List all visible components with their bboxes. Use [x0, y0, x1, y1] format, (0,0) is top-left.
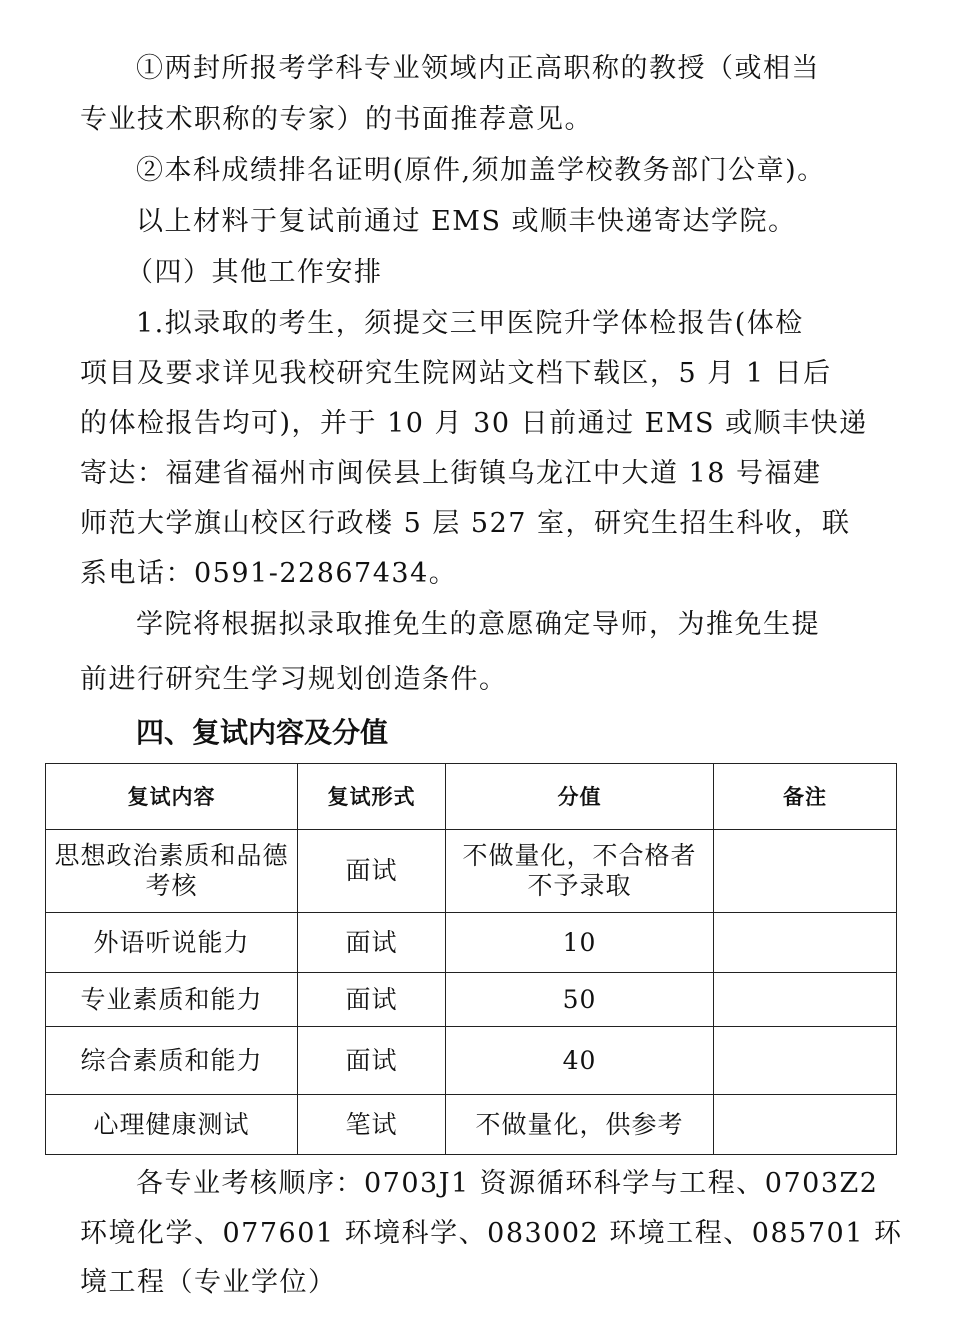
cell-form: 面试 [298, 913, 446, 973]
cell-score: 50 [446, 973, 714, 1027]
cell-score: 10 [446, 913, 714, 973]
cell-note [714, 913, 897, 973]
cell-score: 40 [446, 1027, 714, 1095]
paragraph-order-line3: 境工程（专业学位） [80, 1267, 337, 1298]
table-row [46, 830, 897, 913]
table-row [46, 1095, 897, 1155]
paragraph-medical-line2: 项目及要求详见我校研究生院网站文档下载区，5 月 1 日后 [80, 358, 832, 389]
paragraph-medical-line6: 系电话：0591-22867434。 [80, 558, 458, 589]
cell-content: 心理健康测试 [46, 1095, 298, 1155]
table-header-row [46, 764, 897, 830]
cell-note [714, 1095, 897, 1155]
paragraph-order-line2: 环境化学、077601 环境科学、083002 环境工程、085701 环 [80, 1218, 903, 1249]
paragraph-recommendation-line2: 专业技术职称的专家）的书面推荐意见。 [80, 104, 593, 135]
cell-note [714, 1027, 897, 1095]
cell-note [714, 973, 897, 1027]
cell-form: 面试 [298, 1027, 446, 1095]
paragraph-medical-line3: 的体检报告均可)，并于 10 月 30 日前通过 EMS 或顺丰快递 [80, 408, 868, 439]
table-row [46, 1027, 897, 1095]
cell-note [714, 830, 897, 913]
paragraph-advisor-line1: 学院将根据拟录取推免生的意愿确定导师，为推免生提 [136, 609, 820, 640]
cell-form: 笔试 [298, 1095, 446, 1155]
header-content: 复试内容 [46, 764, 298, 830]
header-form: 复试形式 [298, 764, 446, 830]
paragraph-recommendation-line1: ①两封所报考学科专业领域内正高职称的教授（或相当 [136, 53, 820, 84]
paragraph-order-line1: 各专业考核顺序：0703J1 资源循环科学与工程、0703Z2 [136, 1168, 879, 1199]
cell-content: 综合素质和能力 [46, 1027, 298, 1095]
cell-form: 面试 [298, 973, 446, 1027]
retest-score-table [45, 763, 897, 1155]
paragraph-ranking-proof: ②本科成绩排名证明(原件,须加盖学校教务部门公章)。 [136, 155, 826, 186]
cell-form: 面试 [298, 830, 446, 913]
paragraph-advisor-line2: 前进行研究生学习规划创造条件。 [80, 664, 508, 695]
cell-content: 外语听说能力 [46, 913, 298, 973]
paragraph-medical-line4: 寄达：福建省福州市闽侯县上街镇乌龙江中大道 18 号福建 [80, 458, 822, 489]
header-score: 分值 [446, 764, 714, 830]
subsection-title: （四）其他工作安排 [126, 257, 383, 288]
paragraph-medical-line1: 1.拟录取的考生，须提交三甲医院升学体检报告(体检 [136, 308, 804, 339]
paragraph-mailing-note: 以上材料于复试前通过 EMS 或顺丰快递寄达学院。 [136, 206, 797, 237]
cell-score: 不做量化，不合格者不予录取 [446, 830, 714, 913]
section-heading: 四、复试内容及分值 [136, 716, 389, 749]
table-row [46, 973, 897, 1027]
cell-content: 专业素质和能力 [46, 973, 298, 1027]
header-note: 备注 [714, 764, 897, 830]
paragraph-medical-line5: 师范大学旗山校区行政楼 5 层 527 室，研究生招生科收，联 [80, 508, 851, 539]
cell-score: 不做量化，供参考 [446, 1095, 714, 1155]
cell-content: 思想政治素质和品德考核 [46, 830, 298, 913]
table-row [46, 913, 897, 973]
